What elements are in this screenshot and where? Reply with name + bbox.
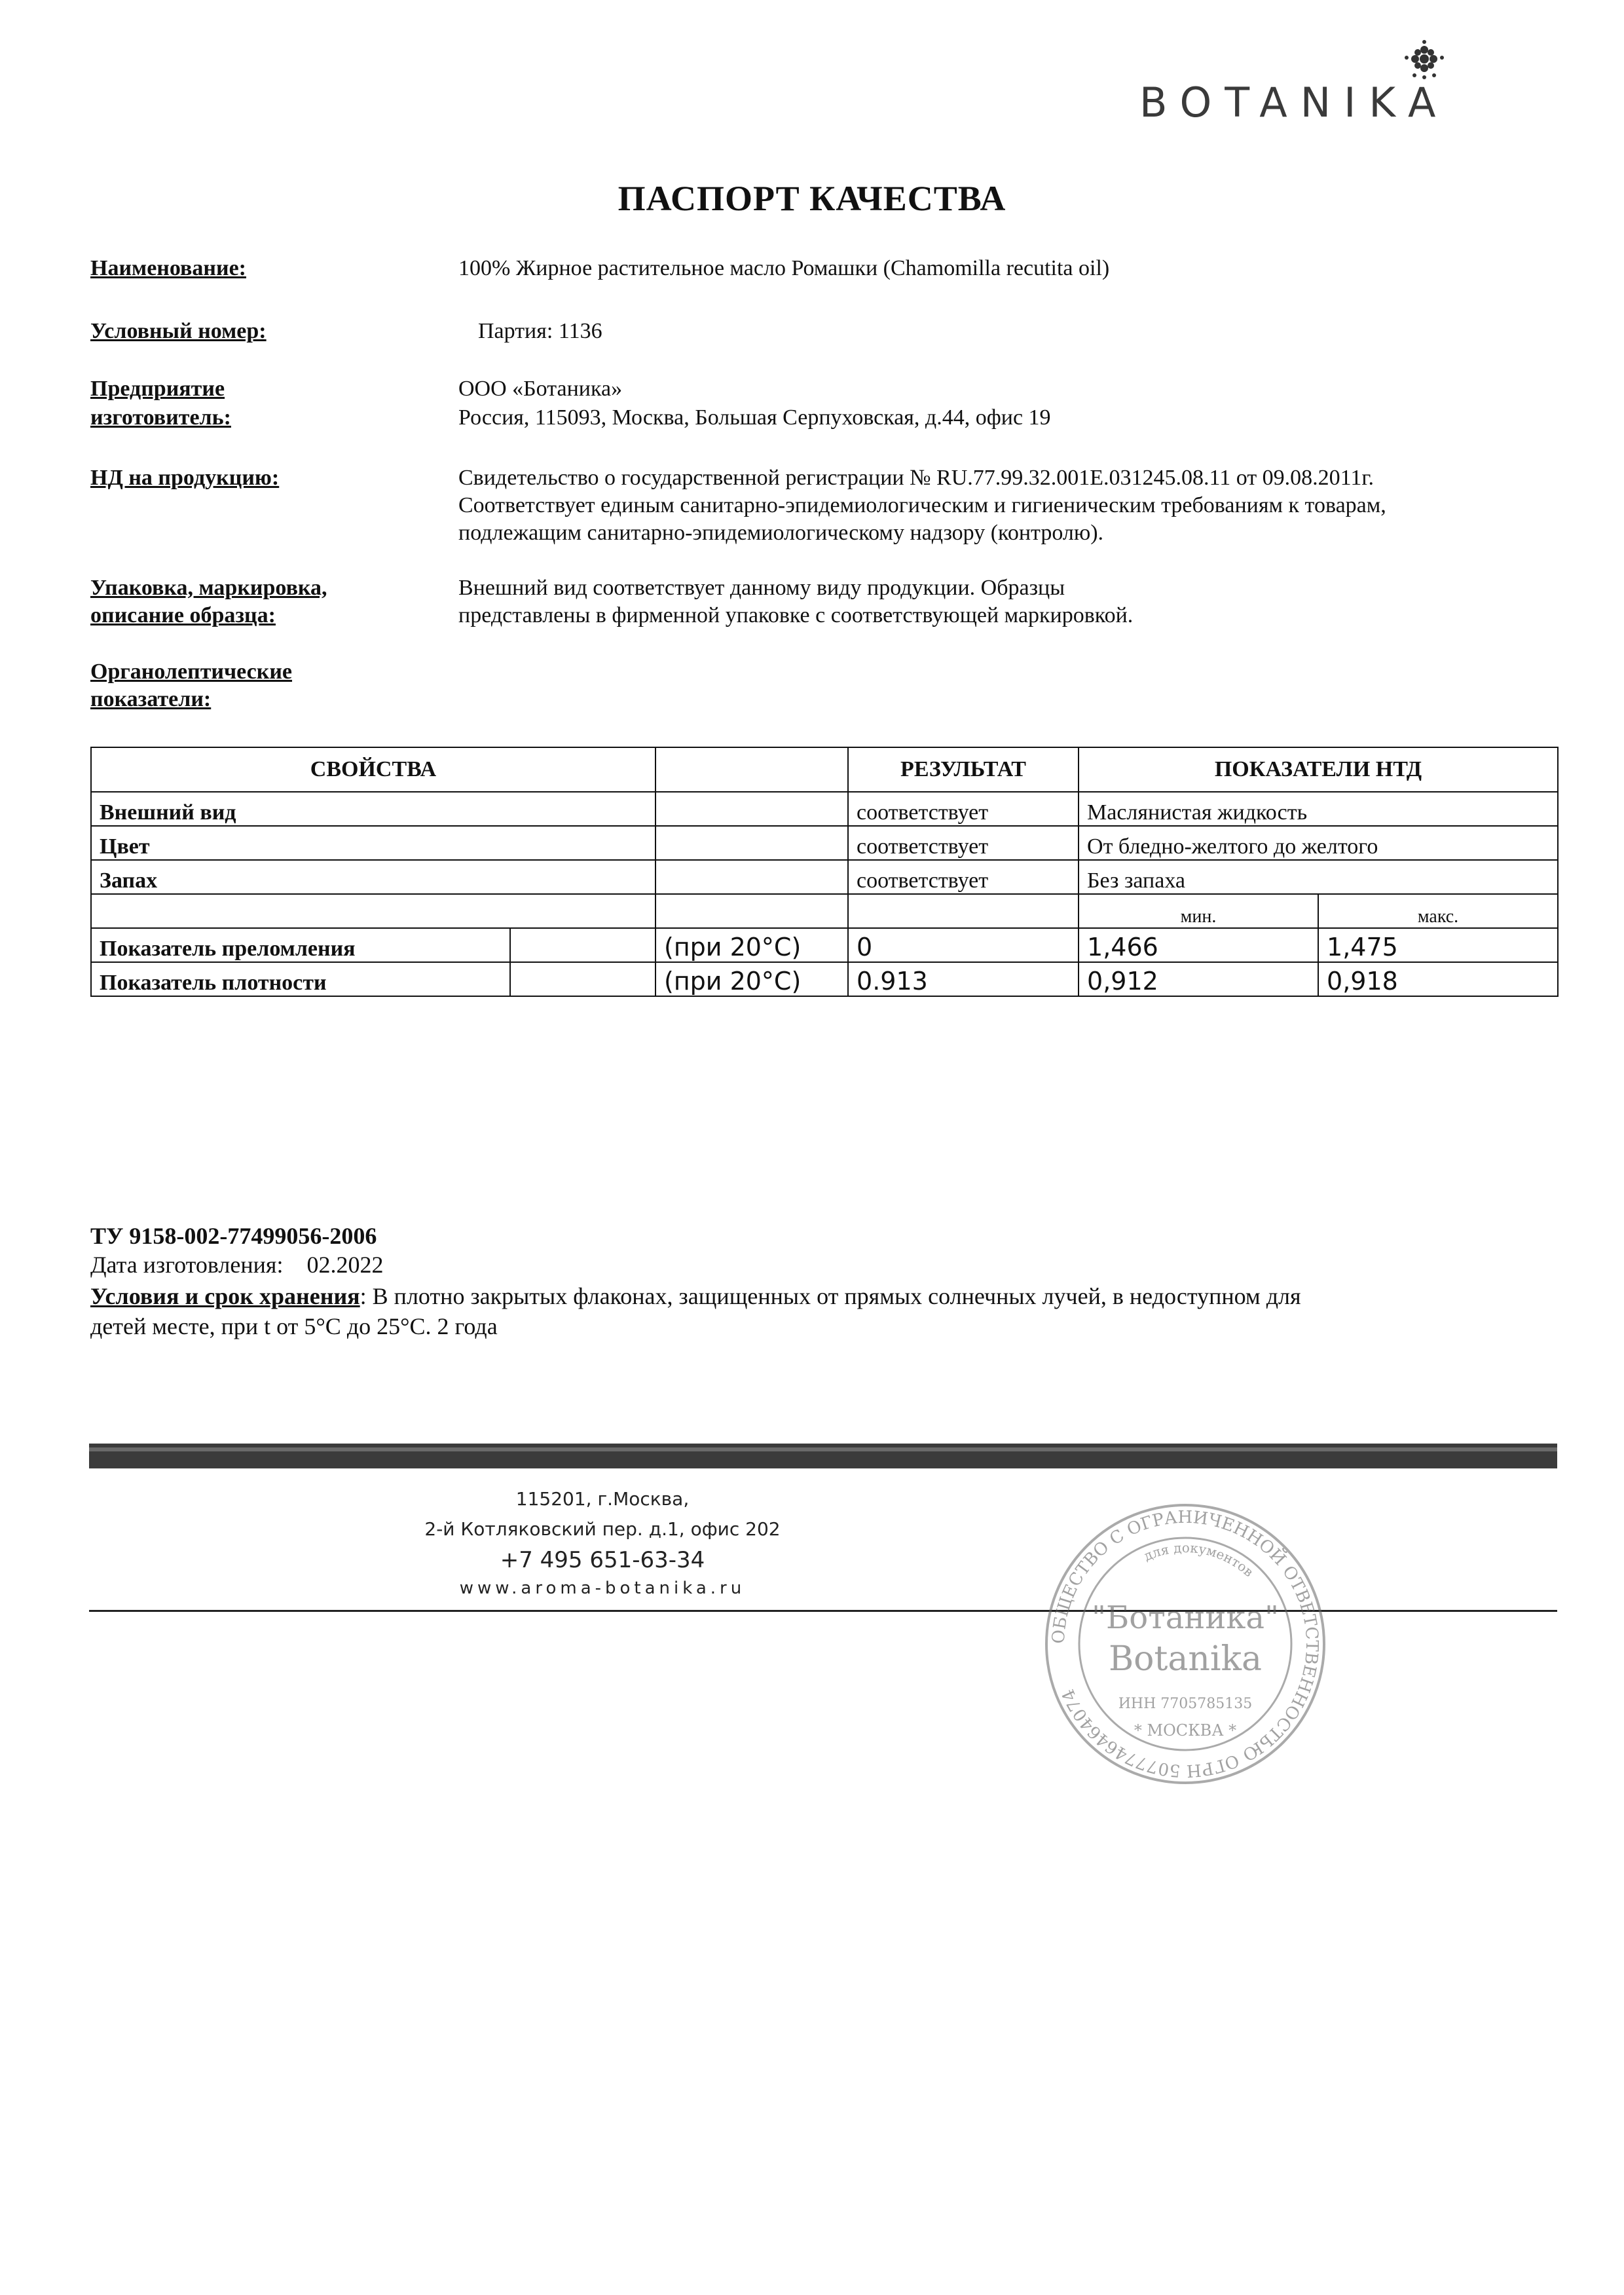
stamp-inn: ИНН 7705785135	[1118, 1696, 1253, 1712]
field-value-number: Партия: 1136	[478, 319, 602, 343]
row-name: Запах	[91, 860, 655, 894]
table-minmax-row	[91, 894, 1558, 928]
row-empty	[655, 894, 848, 928]
manufacture-date-value: 02.2022	[306, 1252, 384, 1278]
row-min: 0,912	[1079, 962, 1318, 996]
stamp-ring-text: ОБЩЕСТВО С ОГРАНИЧЕННОЙ ОТВЕТСТВЕННОСТЬЮ ОГРН 5077746464074	[1048, 1507, 1322, 1781]
stamp-city: * МОСКВА *	[1134, 1721, 1237, 1740]
row-empty	[655, 792, 848, 826]
manufacture-date-spacer	[289, 1252, 301, 1278]
row-condition: (при 20°С)	[655, 928, 848, 962]
stamp-name-en: Botanika	[1108, 1639, 1263, 1679]
row-name: Цвет	[91, 826, 655, 860]
footer-address-line2: 2-й Котляковский пер. д.1, офис 202	[424, 1518, 781, 1540]
row-empty	[655, 860, 848, 894]
manufacture-date-label: Дата изготовления:	[90, 1252, 284, 1278]
storage-text: : В плотно закрытых флаконах, защищенных от прямых солнечных лучей, в недоступном для детей месте, при t от 5°С до 25°С. 2 года	[90, 1283, 1301, 1339]
row-max: 1,475	[1318, 928, 1558, 962]
field-value-manufacturer-1: ООО «Ботаника»	[458, 377, 623, 401]
field-label-name: Наименование:	[90, 256, 246, 280]
row-condition: (при 20°С)	[655, 962, 848, 996]
field-label-manufacturer-2: изготовитель:	[90, 405, 231, 430]
table-row	[91, 962, 1558, 996]
field-label-packaging-2: описание образца:	[90, 603, 276, 627]
footer-divider	[89, 1610, 1557, 1612]
table-header-row	[91, 747, 1558, 792]
row-empty	[655, 826, 848, 860]
row-ntd: Маслянистая жидкость	[1079, 792, 1558, 826]
field-label-manufacturer-1: Предприятие	[90, 377, 225, 401]
row-empty	[91, 894, 655, 928]
tu-number: ТУ 9158-002-77499056-2006	[90, 1223, 377, 1249]
row-max: 0,918	[1318, 962, 1558, 996]
field-label-organoleptic-2: показатели:	[90, 687, 212, 711]
company-logo	[1139, 39, 1559, 131]
field-label-organoleptic-1: Органолептические	[90, 660, 293, 684]
header-properties: СВОЙСТВА	[91, 747, 655, 792]
row-result: соответствует	[848, 792, 1079, 826]
table-row	[91, 792, 1558, 826]
max-label: макс.	[1318, 894, 1558, 928]
logo-wordmark: BOTANIKA	[1139, 79, 1449, 126]
row-ntd: От бледно-желтого до желтого	[1079, 826, 1558, 860]
row-empty	[510, 928, 655, 962]
footer-website: www.aroma-botanika.ru	[459, 1578, 746, 1598]
manufacture-date	[90, 1251, 383, 1278]
table-row	[91, 928, 1558, 962]
min-label: мин.	[1079, 894, 1318, 928]
row-min: 1,466	[1079, 928, 1318, 962]
field-value-nd-3: подлежащим санитарно-эпидемиологическому надзору (контролю).	[458, 521, 1104, 545]
field-value-packaging-1: Внешний вид соответствует данному виду продукции. Образцы	[458, 576, 1065, 600]
footer-bar	[89, 1444, 1557, 1468]
quality-properties-table	[90, 747, 1559, 997]
table-row	[91, 860, 1558, 894]
row-name: Внешний вид	[91, 792, 655, 826]
field-value-nd-1: Свидетельство о государственной регистрации № RU.77.99.32.001Е.031245.08.11 от 09.08.2011г.	[458, 466, 1375, 490]
row-result: соответствует	[848, 860, 1079, 894]
table-row	[91, 826, 1558, 860]
row-result: соответствует	[848, 826, 1079, 860]
field-value-packaging-2: представлены в фирменной упаковке с соответствующей маркировкой.	[458, 603, 1134, 627]
field-label-number: Условный номер:	[90, 319, 267, 343]
header-result: РЕЗУЛЬТАТ	[848, 747, 1079, 792]
row-ntd: Без запаха	[1079, 860, 1558, 894]
storage-label: Условия и срок хранения	[90, 1283, 360, 1309]
row-empty	[510, 962, 655, 996]
field-value-nd-2: Соответствует единым санитарно-эпидемиологическим и гигиеническим требованиям к товарам,	[458, 493, 1386, 517]
row-empty	[848, 894, 1079, 928]
header-empty	[655, 747, 848, 792]
field-label-nd: НД на продукцию:	[90, 466, 280, 490]
footer-address-line1: 115201, г.Москва,	[515, 1488, 690, 1510]
storage-conditions	[90, 1281, 1335, 1341]
row-name: Показатель плотности	[91, 962, 510, 996]
row-result: 0.913	[848, 962, 1079, 996]
header-ntd: ПОКАЗАТЕЛИ НТД	[1079, 747, 1558, 792]
field-label-packaging-1: Упаковка, маркировка,	[90, 576, 327, 600]
row-result: 0	[848, 928, 1079, 962]
document-title: ПАСПОРТ КАЧЕСТВА	[618, 179, 1006, 218]
stamp-inner-top: для документов	[1141, 1539, 1257, 1580]
field-value-manufacturer-2: Россия, 115093, Москва, Большая Серпуховская, д.44, офис 19	[458, 405, 1051, 430]
company-stamp	[1041, 1500, 1329, 1788]
stamp-name-ru: "Ботаника"	[1091, 1599, 1280, 1636]
row-name: Показатель преломления	[91, 928, 510, 962]
field-value-name: 100% Жирное растительное масло Ромашки (Chamomilla recutita oil)	[458, 256, 1110, 280]
footer-phone: +7 495 651-63-34	[500, 1547, 705, 1573]
